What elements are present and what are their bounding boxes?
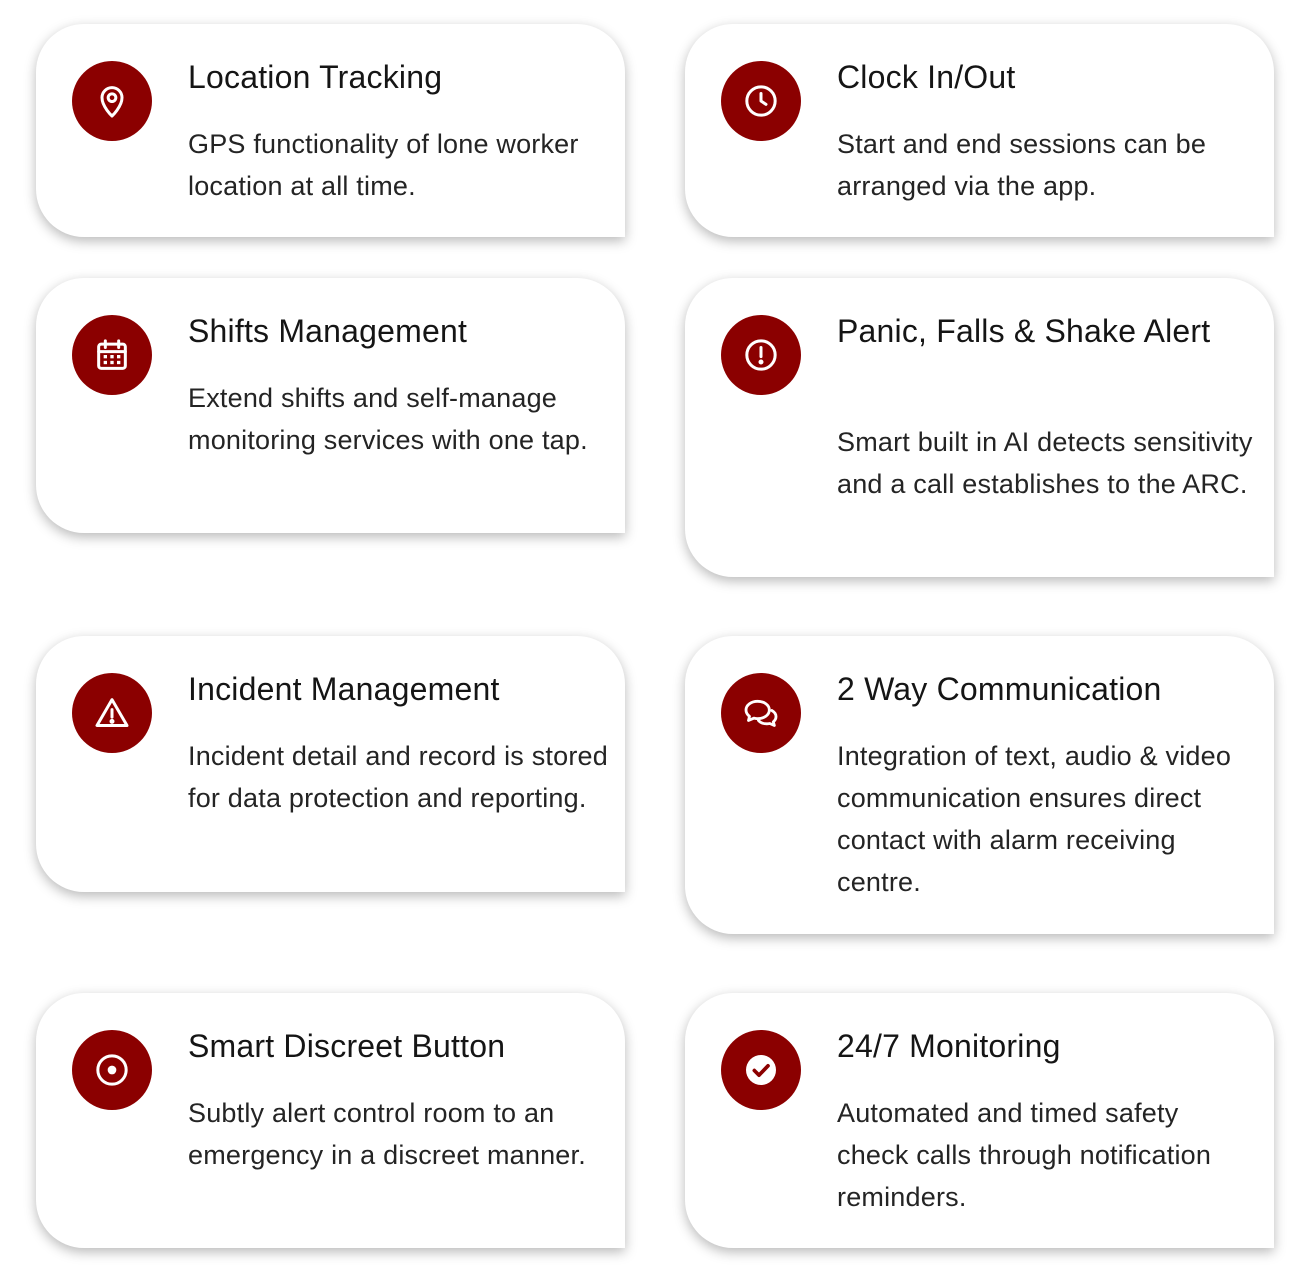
feature-description: Smart built in AI detects sensitivity and a call establishes to the ARC.	[837, 427, 1253, 499]
feature-card-clock-in-out	[685, 24, 1274, 237]
feature-description: Integration of text, audio & video communication ensures direct contact with alarm receiving centre.	[837, 741, 1232, 897]
feature-description: Start and end sessions can be arranged via the app.	[837, 129, 1207, 201]
feature-card-panic-falls-shake-alert	[685, 278, 1274, 577]
clock-icon	[721, 61, 801, 141]
feature-title: Location Tracking	[188, 59, 443, 95]
feature-title: 2 Way Communication	[837, 671, 1162, 707]
feature-title: Smart Discreet Button	[188, 1028, 506, 1064]
feature-title: Clock In/Out	[837, 59, 1016, 95]
feature-description: GPS functionality of lone worker location at all time.	[188, 129, 579, 201]
feature-card-location-tracking	[36, 24, 625, 237]
chat-bubbles-icon	[721, 673, 801, 753]
feature-title: 24/7 Monitoring	[837, 1028, 1061, 1064]
warning-triangle-icon	[72, 673, 152, 753]
feature-title: Incident Management	[188, 671, 500, 707]
feature-card-smart-discreet-button	[36, 993, 625, 1248]
feature-description: Automated and timed safety check calls through notification reminders.	[837, 1098, 1212, 1212]
alert-circle-icon	[721, 315, 801, 395]
feature-description: Incident detail and record is stored for data protection and reporting.	[188, 741, 608, 813]
calendar-icon	[72, 315, 152, 395]
location-pin-icon	[72, 61, 152, 141]
feature-description: Subtly alert control room to an emergency in a discreet manner.	[188, 1098, 586, 1170]
feature-title: Panic, Falls & Shake Alert	[837, 313, 1211, 349]
feature-card-2-way-communication	[685, 636, 1274, 934]
target-button-icon	[72, 1030, 152, 1110]
feature-description: Extend shifts and self-manage monitoring services with one tap.	[188, 383, 588, 455]
check-circle-icon	[721, 1030, 801, 1110]
feature-card-24-7-monitoring	[685, 993, 1274, 1248]
feature-card-incident-management	[36, 636, 625, 892]
feature-card-shifts-management	[36, 278, 625, 533]
feature-title: Shifts Management	[188, 313, 468, 349]
